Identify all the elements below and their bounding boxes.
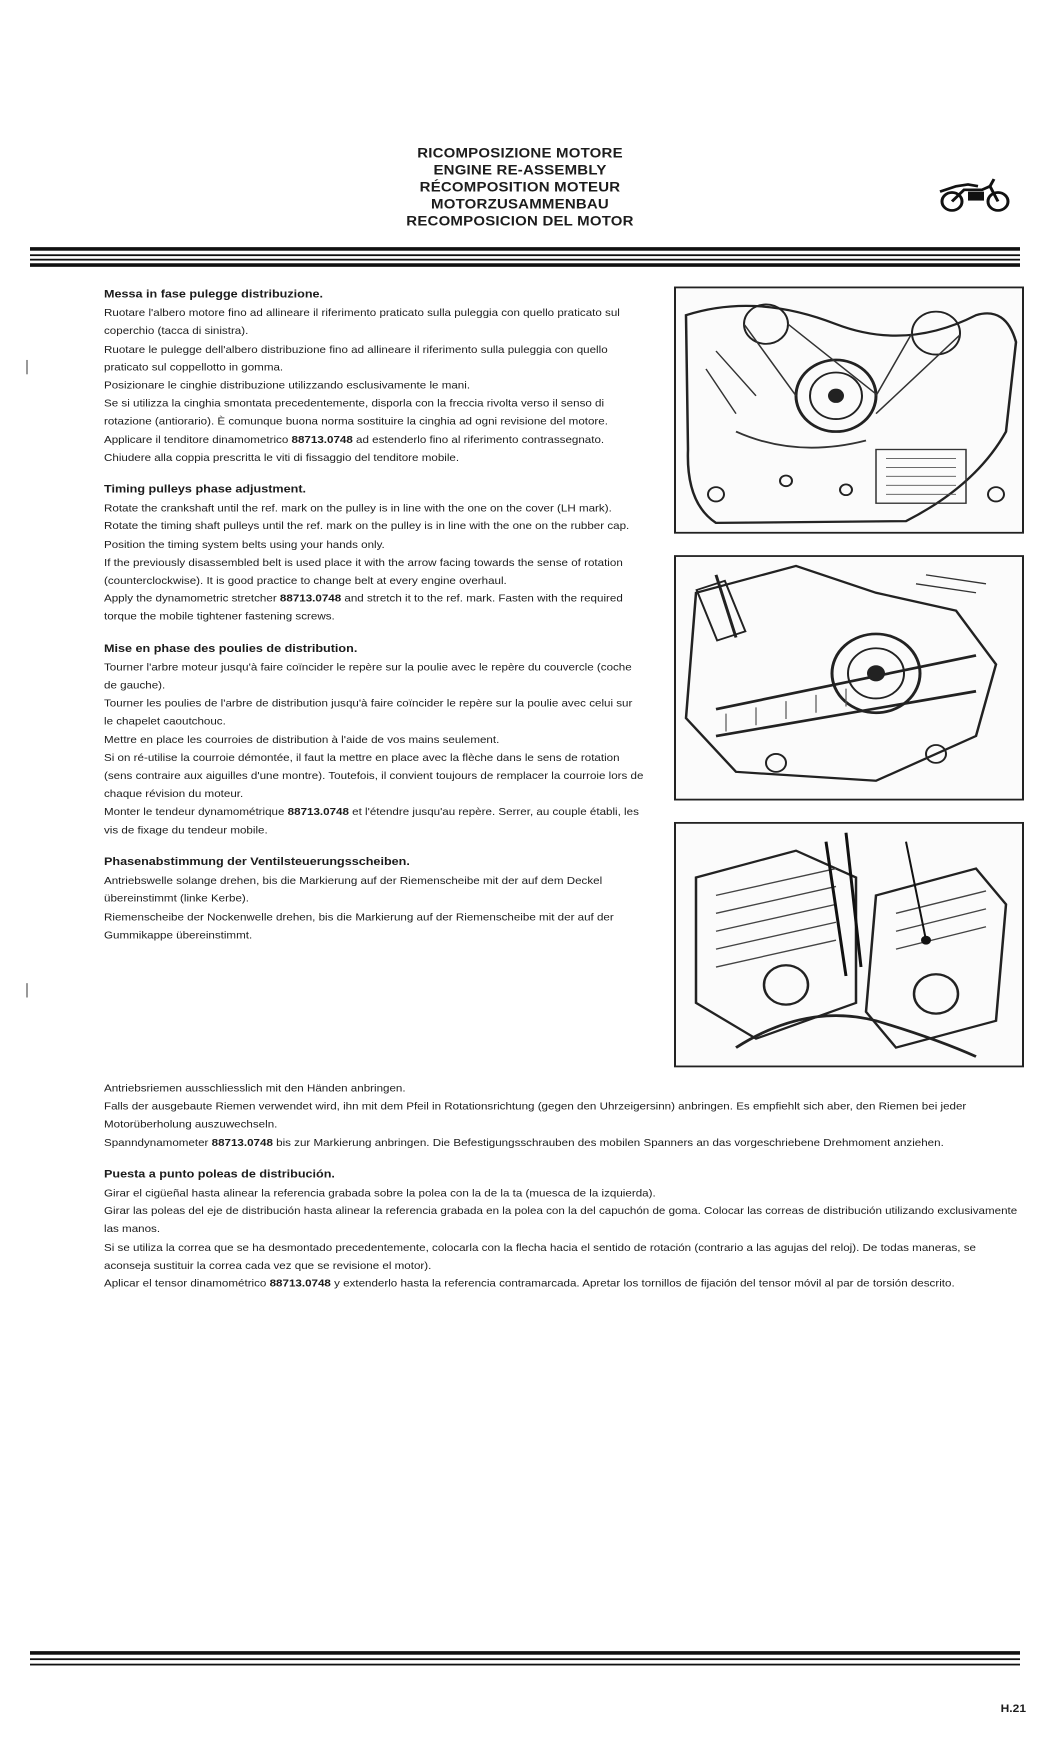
paragraph: Tourner les poulies de l'arbre de distribution jusqu'à faire coïncider le repère sur la poulie avec celui sur le chapelet caoutchouc. xyxy=(104,697,633,728)
section-title: Mise en phase des poulies de distribution. xyxy=(104,641,358,655)
title-es: RECOMPOSICION DEL MOTOR xyxy=(406,214,634,230)
paragraph: Aplicar el tensor dinamométrico 88713.0748 y extenderlo hasta la referencia contramarcada. Apretar los tornillos de fijación del tensor móvil al par de torsión descrito. xyxy=(104,1277,955,1290)
section-german-tail xyxy=(104,1080,1024,1152)
section-spanish xyxy=(104,1165,1024,1293)
paragraph: Si se utiliza la correa que se ha desmontado precedentemente, colocarla con la flecha hacia el sentido de rotación (contrario a las agujas del reloj). De todas maneras, se aconseja sustituir la correa cada vez que se revisione el motor). xyxy=(104,1241,976,1272)
paragraph: Apply the dynamometric stretcher 88713.0748 and stretch it to the ref. mark. Fasten with the required torque the mobile tightener fastening screws. xyxy=(104,592,623,623)
section-english xyxy=(104,480,644,627)
paragraph: Girar las poleas del eje de distribución hasta alinear la referencia grabada en la polea con la del capuchón de goma. Colocar las correas de distribución utilizando exclusivamente las manos. xyxy=(104,1205,1018,1236)
paragraph: Girar el cigüeñal hasta alinear la referencia grabada sobre la polea con la de la ta (muesca de la izquierda). xyxy=(104,1187,656,1199)
figure-timing-belt xyxy=(674,555,1024,800)
motorcycle-icon xyxy=(938,176,1012,214)
paragraph: Falls der ausgebaute Riemen verwendet wird, ihn mit dem Pfeil in Rotationsrichtung (gegen den Uhrzeigersinn) anbringen. Es empfiehlt sich aber, den Riemen bei jeder Motorüberholung auszuwechseln. xyxy=(104,1100,967,1131)
section-title: Phasenabstimmung der Ventilsteuerungsscheiben. xyxy=(104,855,410,868)
tool-code: 88713.0748 xyxy=(287,806,349,818)
title-en: ENGINE RE-ASSEMBLY xyxy=(433,162,607,179)
text-wide xyxy=(104,1080,1024,1306)
figure-pulley-cover xyxy=(674,287,1024,534)
paragraph: Ruotare le pulegge dell'albero distribuzione fino ad allineare il riferimento sulla puleggia con quello praticato sul coppellotto in gomma. xyxy=(104,343,608,374)
tool-code: 88713.0748 xyxy=(291,433,353,446)
paragraph: If the previously disassembled belt is used place it with the arrow facing towards the sense of rotation (counterclockwise). It is good practice to change belt at every engine overhaul. xyxy=(104,556,623,587)
page-number: H.21 xyxy=(1000,1702,1026,1715)
paragraph: Tourner l'arbre moteur jusqu'à faire coïncider le repère sur la poulie avec le repère du couvercle (coche de gauche). xyxy=(104,661,632,692)
section-title: Timing pulleys phase adjustment. xyxy=(104,482,307,496)
paragraph: Mettre en place les courroies de distribution à l'aide de vos mains seulement. xyxy=(104,733,500,746)
text-column xyxy=(104,285,644,945)
title-fr: RÉCOMPOSITION MOTEUR xyxy=(419,179,621,196)
section-title: Messa in fase pulegge distribuzione. xyxy=(104,287,324,300)
tool-code: 88713.0748 xyxy=(269,1277,331,1290)
footer-rule xyxy=(30,1658,1020,1660)
paragraph: Rotate the timing shaft pulleys until the ref. mark on the pulley is in line with the one on the rubber cap. xyxy=(104,520,630,533)
section-french xyxy=(104,639,644,840)
tool-code: 88713.0748 xyxy=(211,1136,273,1149)
paragraph: Monter le tendeur dynamométrique 88713.0748 et l'étendre jusqu'au repère. Serrer, au couple établi, les vis de fixage du tendeur mobile. xyxy=(104,806,639,837)
margin-mark xyxy=(26,360,28,374)
paragraph: Ruotare l'albero motore fino ad allineare il riferimento praticato sulla puleggia con quello praticato sul coperchio (tacca di sinistra). xyxy=(104,307,620,338)
section-italian xyxy=(104,285,644,468)
paragraph: Si on ré-utilise la courroie démontée, il faut la mettre en place avec la flèche dans le sens de rotation (sens contraire aux aiguilles d'une montre). Toutefois, il convient toujours de remplacer la courroie lors de chaque révision du moteur. xyxy=(104,752,644,800)
title-de: MOTORZUSAMMENBAU xyxy=(431,196,609,213)
paragraph: Position the timing system belts using your hands only. xyxy=(104,538,385,551)
margin-mark xyxy=(26,983,28,997)
paragraph: Se si utilizza la cinghia smontata precedentemente, disporla con la freccia rivolta verso il senso di rotazione (antiorario). È comunque buona norma sostituire la cinghia ad ogni revisione del motore. xyxy=(104,397,608,428)
paragraph: Posizionare le cinghie distribuzione utilizzando esclusivamente le mani. xyxy=(104,379,471,392)
paragraph: Riemenscheibe der Nockenwelle drehen, bis die Markierung auf der Riemenscheibe mit der auf der Gummikappe übereinstimmt. xyxy=(104,911,614,941)
header-rule xyxy=(30,247,1020,270)
tool-code: 88713.0748 xyxy=(279,592,342,605)
section-german-head xyxy=(104,852,644,944)
paragraph: Antriebsriemen ausschliesslich mit den Händen anbringen. xyxy=(104,1082,406,1095)
title-it: RICOMPOSIZIONE MOTORE xyxy=(417,145,623,162)
paragraph: Antriebswelle solange drehen, bis die Markierung auf der Riemenscheibe mit der auf dem Deckel übereinstimmt (linke Kerbe). xyxy=(104,874,603,905)
footer-rule xyxy=(30,1651,1020,1655)
paragraph: Rotate the crankshaft until the ref. mark on the pulley is in line with the one on the cover (LH mark). xyxy=(104,502,612,515)
figure-engine-tensioner xyxy=(674,822,1024,1067)
section-title: Puesta a punto poleas de distribución. xyxy=(104,1167,335,1180)
paragraph: Spanndynamometer 88713.0748 bis zur Markierung anbringen. Die Befestigungsschrauben des mobilen Spanners an das vorgeschriebene Drehmoment anziehen. xyxy=(104,1136,944,1149)
paragraph: Applicare il tenditore dinamometrico 88713.0748 ad estenderlo fino al riferimento contrassegnato. Chiudere alla coppia prescritta le viti di fissaggio del tenditore mobile. xyxy=(104,433,605,464)
page-header-titles xyxy=(330,145,710,230)
footer-rule xyxy=(30,1664,1020,1666)
